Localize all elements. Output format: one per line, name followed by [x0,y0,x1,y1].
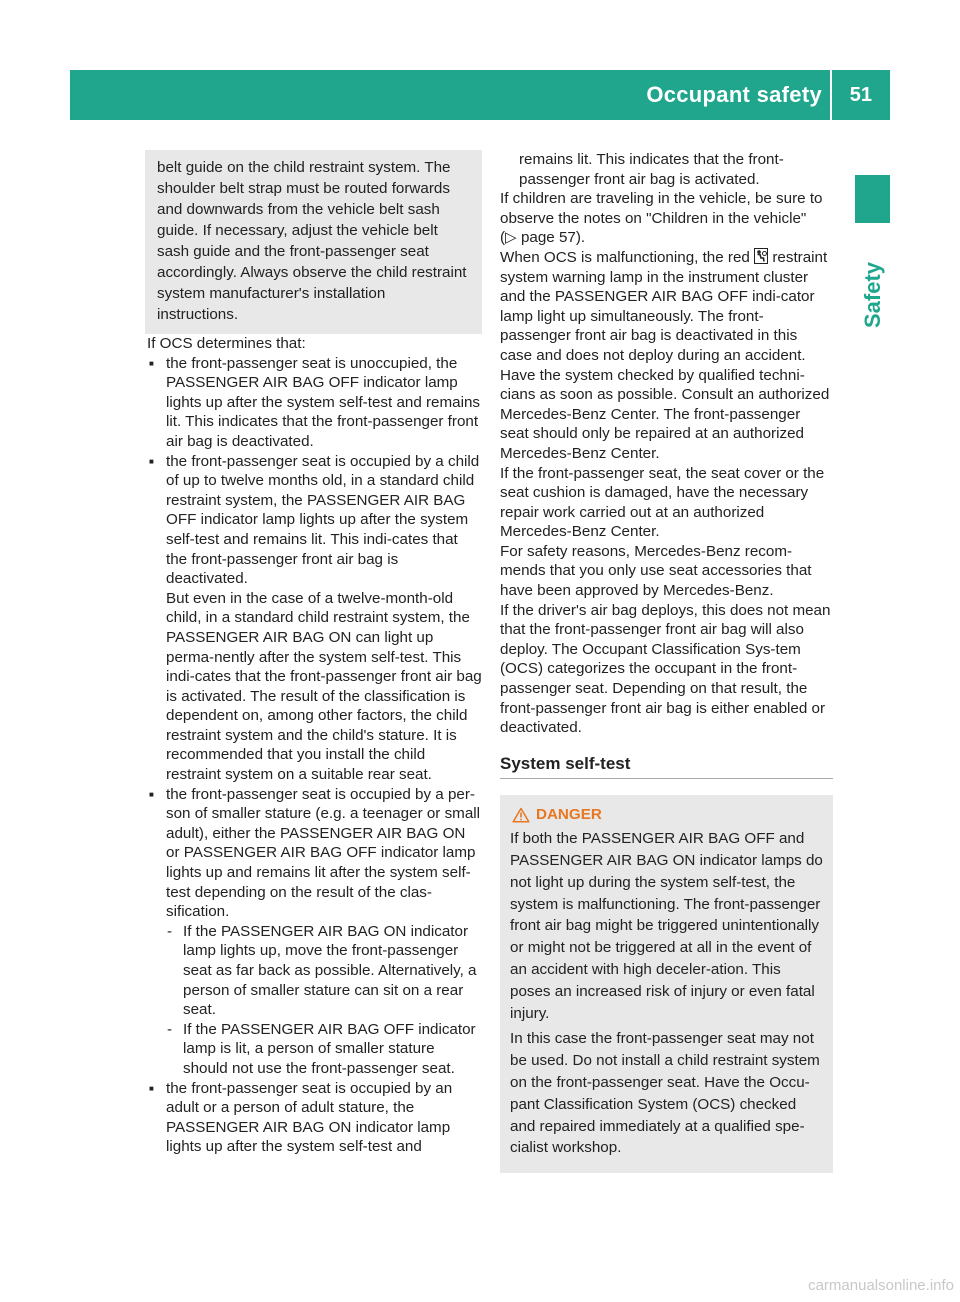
list-item-text: ■ the front-passenger seat is occupied by an adult or a person of adult stature, the PASSENGER AIR BAG ON indicator lamp lights up after the system self-test and [166,1079,453,1156]
list-item [147,1079,482,1157]
danger-heading [512,804,824,826]
sub-list-item [147,1020,482,1079]
left-column [147,150,482,1157]
sub-list-item-text: If the PASSENGER AIR BAG ON indicator lamp lights up, move the front-passenger seat as far back as possible. Alternatively, a person of smaller stature can sit on a rear seat. [183,922,477,1019]
section-heading: System self-test [500,754,833,780]
airbag-warning-icon [754,248,768,264]
side-tab-marker [855,175,890,223]
page-number: 51 [849,84,872,106]
seat-accessories-paragraph: For safety reasons, Mercedes-Benz recom-mends that you only use seat accessories that have been approved by Mercedes-Benz. [500,542,812,600]
note-box [145,150,482,334]
list-item-text: ■ the front-passenger seat is occupied by a per-son of smaller stature (e.g. a teenager or small adult), either the PASSENGER AIR BAG ON or PASSENGER AIR BAG OFF indicator lamp lights up and remains lit after the system self-test depending on the result of the clas-sification. [166,785,481,921]
list-item-text: ■ the front-passenger seat is unoccupied, the PASSENGER AIR BAG OFF indicator lamp lights up after the system self-test and remains lit. This indicates that the front-passenger front air bag is deactivated. [166,354,481,450]
dash-marker: - [167,1020,173,1038]
ocs-intro: If OCS determines that: [147,335,306,352]
list-item-paragraph: But even in the case of a twelve-month-old child, in a standard child restraint system, the PASSENGER AIR BAG ON can light up perma-nently after the system self-test. This indi-cates that the front-passenger front air bag is activated. The result of the classification is dependent on, among other factors, the child restraint system and the child's stature. It is recommended that you install the child restraint system on a suitable rear seat. [166,589,482,784]
side-tab-label: Safety [859,261,885,329]
page-reference-link[interactable]: (▷ page 57). [500,229,586,247]
danger-text: In this case the front-passenger seat may not be used. Do not install a child restraint system on the front-passenger seat. Have the Occu-pant Classification System (OCS) checked and repaired immediately at a qualified spe-cialist workshop. [510,1030,820,1157]
list-item-continuation: remains lit. This indicates that the front-passenger front air bag is activated. [519,151,784,188]
sub-list-item [147,922,482,1020]
note-box-text: belt guide on the child restraint system. The shoulder belt strap must be routed forwards and downwards from the vehicle belt sash guide. If necessary, adjust the vehicle belt sash guide and the front-passenger seat accordingly. Always observe the child restraint system manufacturer's installation instructions. [157,159,467,323]
warning-triangle-icon [512,807,530,823]
list-item [147,354,482,452]
chapter-title: Occupant safety [646,82,822,107]
right-column [500,150,833,1173]
danger-text: If both the PASSENGER AIR BAG OFF and PASSENGER AIR BAG ON indicator lamps do not light up during the system self-test, the system is malfunctioning. The front-passenger front air bag might be triggered unintentionally or might not be triggered at all in the event of an accident with high deceler-ation. This poses an increased risk of injury or even fatal injury. [510,830,823,1022]
dash-marker: - [167,922,173,940]
malfunction-paragraph [500,248,833,464]
side-tab [855,245,890,345]
malfunction-text-end: restraint system warning lamp in the instrument cluster and the PASSENGER AIR BAG OFF indi-cator lamp light up simultaneously. The front-passenger front air bag is deactivated in this case and does not deploy during an accident. Have the system checked by qualified techni-cians as soon as possible. Consult an authorized Mercedes-Benz Center. The front-passenger seat should only be repaired at an authorized Mercedes-Benz Center. [500,248,830,462]
malfunction-text-start: When OCS is malfunctioning, the red [500,248,750,266]
danger-label: DANGER [536,806,602,824]
header-divider [830,70,832,120]
list-item-text: ■ the front-passenger seat is occupied by a child of up to twelve months old, in a standard child restraint system, the PASSENGER AIR BAG OFF indicator lamp lights up after the system self-test and remains lit. This indi-cates that the front-passenger front air bag is deactivated. [166,452,480,588]
page-header [70,70,890,120]
driver-airbag-paragraph: If the driver's air bag deploys, this does not mean that the front-passenger front air bag will also deploy. The Occupant Classification Sys-tem (OCS) categorizes the occupant in the front-passenger seat. Depending on that result, the front-passenger front air bag is either enabled or deactivated. [500,601,831,737]
list-item [147,452,482,589]
danger-box [500,795,833,1173]
children-paragraph [500,189,833,248]
children-text: If children are traveling in the vehicle, be sure to observe the notes on "Children in the vehicle" [500,190,823,227]
damaged-seat-paragraph: If the front-passenger seat, the seat cover or the seat cushion is damaged, have the necessary repair work carried out at an authorized Mercedes-Benz Center. [500,464,825,541]
sub-list-item-text: If the PASSENGER AIR BAG OFF indicator lamp is lit, a person of smaller stature should not use the front-passenger seat. [183,1020,476,1077]
watermark: carmanualsonline.info [808,1277,954,1294]
list-item [147,785,482,922]
